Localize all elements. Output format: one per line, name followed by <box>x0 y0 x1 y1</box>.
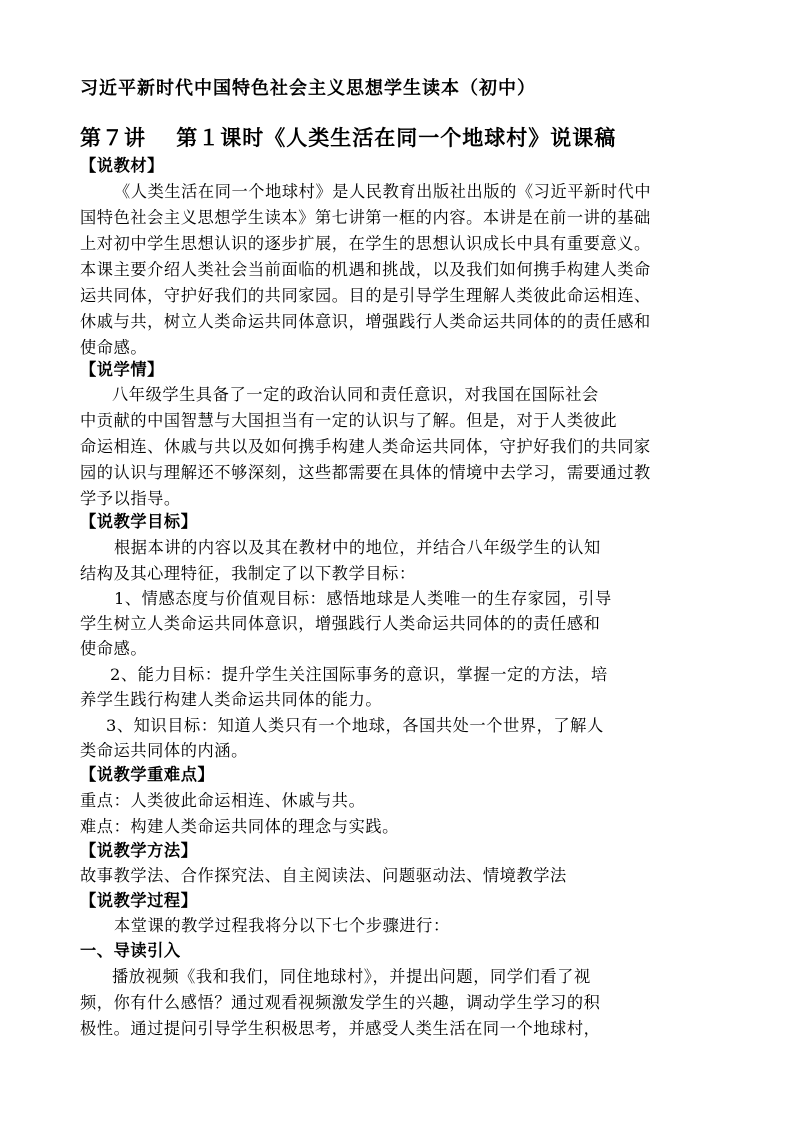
section-heading-zhongnan: 【说教学重难点】 <box>80 765 215 784</box>
section-heading-fangfa: 【说教学方法】 <box>80 841 198 860</box>
step-heading: 一、导读引入 <box>80 941 181 960</box>
paragraph-line: 结构及其心理特征，我制定了以下教学目标： <box>80 564 416 583</box>
paragraph-line: 园的认识与理解还不够深刻，这些都需要在具体的情境中去学习，需要通过教 <box>80 463 651 482</box>
section-heading-mubiao: 【说教学目标】 <box>80 512 198 531</box>
paragraph-line: 养学生践行构建人类命运共同体的能力。 <box>80 690 383 709</box>
paragraph-line: 难点：构建人类命运共同体的理念与实践。 <box>80 817 399 836</box>
paragraph-line: 中贡献的中国智慧与大国担当有一定的认识与了解。但是，对于人类彼此 <box>80 411 618 430</box>
paragraph-line: 极性。通过提问引导学生积极思考，并感受人类生活在同一个地球村， <box>80 1019 601 1038</box>
paragraph-line: 使命感。 <box>80 639 148 658</box>
paragraph-line: 上对初中学生思想认识的逐步扩展，在学生的思想认识成长中具有重要意义。 <box>80 234 651 253</box>
paragraph-line: 2、能力目标：提升学生关注国际事务的意识，掌握一定的方法，培 <box>110 665 608 684</box>
document-header: 习近平新时代中国特色社会主义思想学生读本（初中） <box>80 78 536 99</box>
paragraph-line: 1、情感态度与价值观目标：感悟地球是人类唯一的生存家园，引导 <box>114 589 612 608</box>
paragraph-line: 3、知识目标：知道人类只有一个地球，各国共处一个世界，了解人 <box>106 716 604 735</box>
paragraph-line: 国特色社会主义思想学生读本》第七讲第一框的内容。本讲是在前一讲的基础 <box>80 208 651 227</box>
paragraph-line: 运共同体，守护好我们的共同家园。目的是引导学生理解人类彼此命运相连、 <box>80 286 651 305</box>
document-title: 第７讲 第１课时《人类生活在同一个地球村》说课稿 <box>80 125 617 150</box>
paragraph-line: 本堂课的教学过程我将分以下七个步骤进行： <box>114 916 450 935</box>
section-heading-jiaocai: 【说教材】 <box>80 156 164 175</box>
paragraph-line: 学生树立人类命运共同体意识，增强践行人类命运共同体的的责任感和 <box>80 614 601 633</box>
paragraph-line: 播放视频《我和我们，同住地球村》，并提出问题，同学们看了视 <box>112 967 591 986</box>
paragraph-line: 命运相连、休戚与共以及如何携手构建人类命运共同体，守护好我们的共同家 <box>80 437 651 456</box>
paragraph-line: 八年级学生具备了一定的政治认同和责任意识，对我国在国际社会 <box>112 385 599 404</box>
paragraph-line: 休戚与共，树立人类命运共同体意识，增强践行人类命运共同体的的责任感和 <box>80 312 651 331</box>
paragraph-line: 重点：人类彼此命运相连、休戚与共。 <box>80 791 366 810</box>
paragraph-line: 《人类生活在同一个地球村》是人民教育出版社出版的《习近平新时代中 <box>114 182 652 201</box>
paragraph-line: 频，你有什么感悟？通过观看视频激发学生的兴趣，调动学生学习的积 <box>80 993 601 1012</box>
paragraph-line: 类命运共同体的内涵。 <box>80 741 248 760</box>
paragraph-line: 学予以指导。 <box>80 489 181 508</box>
paragraph-line: 根据本讲的内容以及其在教材中的地位，并结合八年级学生的认知 <box>114 538 601 557</box>
paragraph-line: 故事教学法、合作探究法、自主阅读法、问题驱动法、情境教学法 <box>80 866 567 885</box>
section-heading-xueqing: 【说学情】 <box>80 360 164 379</box>
section-heading-guocheng: 【说教学过程】 <box>80 891 198 910</box>
paragraph-line: 本课主要介绍人类社会当前面临的机遇和挑战，以及我们如何携手构建人类命 <box>80 260 651 279</box>
paragraph-line: 使命感。 <box>80 338 148 357</box>
